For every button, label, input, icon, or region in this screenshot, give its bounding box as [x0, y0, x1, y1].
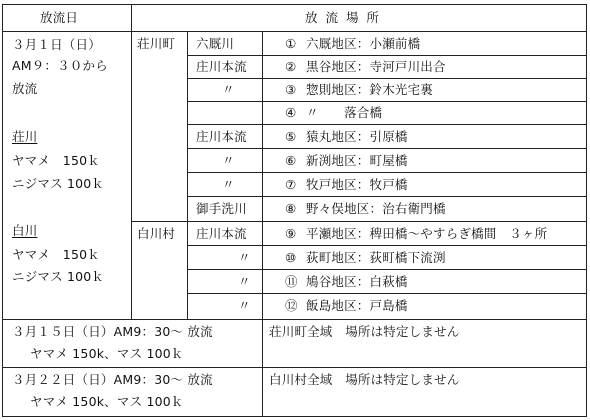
row-12-number: ⑫: [285, 298, 298, 313]
river-shokawa-fish1: ヤマメ 150ｋ: [12, 153, 100, 168]
row-4-site: 〃 落合橋: [306, 105, 383, 120]
row-8-site: 野々俣地区：治右衛門橋: [306, 201, 446, 216]
row-9-site: 平瀬地区：稗田橋～やすらぎ橋間 ３ヶ所: [306, 226, 548, 241]
header-release-date: 放流日: [40, 10, 79, 25]
release3-place: 白川村全域 場所は特定しません: [269, 372, 460, 387]
release1-time: AM９：３０から: [12, 58, 108, 73]
row-6-site: 新渕地区：町屋橋: [306, 153, 408, 168]
river-shokawa-label: 荘川: [12, 129, 38, 144]
row-11-number: ⑪: [285, 274, 298, 289]
row-10-site: 荻町地区：荻町橋下流渕: [306, 250, 446, 265]
row-7-stream: 〃: [222, 177, 235, 192]
river-shirakawa-label: 白川: [12, 223, 38, 238]
row-3-site: 惣則地区：鈴木光宅裏: [306, 82, 434, 97]
release2-fish: ヤマメ 150k、マス 100ｋ: [30, 346, 184, 361]
row-5-site: 猿丸地区：引原橋: [306, 129, 408, 144]
row-7-number: ⑦: [285, 177, 297, 192]
river-shirakawa-fish1: ヤマメ 150ｋ: [12, 247, 100, 262]
release3-date: ３月２２日（日）AM9：30～ 放流: [12, 372, 213, 387]
release2-date: ３月１５日（日）AM9：30～ 放流: [12, 324, 213, 339]
river-shokawa-fish2: ニジマス 100ｋ: [12, 176, 105, 191]
row-3-number: ③: [285, 82, 297, 97]
river-shirakawa-fish2: ニジマス 100ｋ: [12, 269, 105, 284]
town-shirakawa: 白川村: [137, 226, 176, 241]
row-1-number: ①: [285, 36, 297, 51]
row-6-stream: 〃: [222, 153, 235, 168]
town-shokawa: 荘川町: [137, 36, 176, 51]
row-7-site: 牧戸地区：牧戸橋: [306, 177, 408, 192]
row-10-number: ⑩: [285, 250, 297, 265]
row-10-stream: 〃: [238, 250, 251, 265]
header-release-place: 放 流 場 所: [305, 10, 381, 25]
row-2-stream: 庄川本流: [196, 59, 247, 74]
release3-fish: ヤマメ 150k、マス 100ｋ: [30, 394, 184, 409]
row-11-site: 鳩谷地区：白萩橋: [306, 274, 408, 289]
row-9-stream: 庄川本流: [196, 226, 247, 241]
row-4-number: ④: [285, 105, 297, 120]
row-9-number: ⑨: [285, 226, 297, 241]
row-12-site: 飯島地区：戸島橋: [306, 298, 408, 313]
release1-date: ３月１日（日）: [12, 37, 101, 52]
row-8-number: ⑧: [285, 201, 297, 216]
row-1-site: 六厩地区：小瀬前橋: [306, 36, 421, 51]
row-3-stream: 〃: [222, 82, 235, 97]
row-12-stream: 〃: [238, 298, 251, 313]
row-11-stream: 〃: [238, 274, 251, 289]
row-1-stream: 六厩川: [196, 36, 235, 51]
release2-place: 荘川町全域 場所は特定しません: [269, 324, 460, 339]
release1-note: 放流: [12, 81, 38, 96]
row-2-number: ②: [285, 59, 297, 74]
row-2-site: 黒谷地区：寺河戸川出合: [306, 59, 446, 74]
row-5-number: ⑤: [285, 129, 297, 144]
row-5-stream: 庄川本流: [196, 129, 247, 144]
row-6-number: ⑥: [285, 153, 297, 168]
row-8-stream: 御手洗川: [196, 201, 247, 216]
